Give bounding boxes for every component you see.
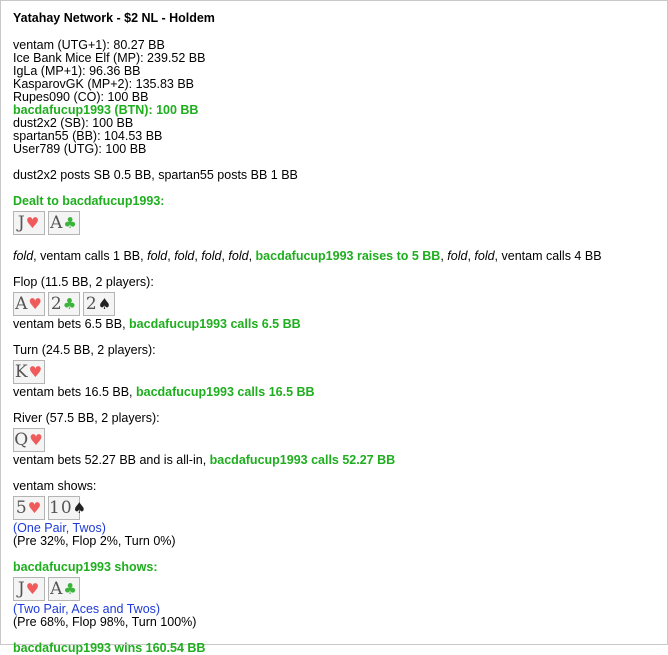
- showdown-label: bacdafucup1993 shows:: [13, 560, 158, 574]
- card-suit-icon: ♠: [72, 499, 88, 517]
- streets: [13, 276, 661, 480]
- playing-card: [48, 211, 80, 235]
- card-rank: A: [50, 213, 64, 233]
- card-suit-icon: ♣: [62, 295, 78, 313]
- card-rank: J: [17, 579, 26, 599]
- card-rank: A: [50, 579, 64, 599]
- card-suit-icon: ♥: [25, 580, 41, 598]
- board-cards: [13, 292, 661, 316]
- action-text: ,: [167, 249, 175, 263]
- playing-card: [48, 577, 80, 601]
- playing-card: [13, 496, 45, 520]
- action-text: ,: [248, 249, 256, 263]
- playing-card: [13, 428, 45, 452]
- action-text: fold: [13, 249, 34, 263]
- playing-card: [13, 211, 45, 235]
- card-suit-icon: ♥: [29, 431, 44, 449]
- hero-action: bacdafucup1993 calls 52.27 BB: [209, 453, 396, 467]
- action-text: fold: [147, 249, 168, 263]
- action-text: ventam bets 6.5 BB,: [13, 317, 130, 331]
- result-line: bacdafucup1993 wins 160.54 BB: [13, 641, 206, 655]
- street-block: [13, 344, 661, 412]
- action-text: , ventam calls 4 BB: [494, 249, 602, 263]
- action-text: ,: [221, 249, 229, 263]
- player-seat: bacdafucup1993 (BTN): 100 BB: [13, 103, 199, 117]
- player-seat: KasparovGK (MP+2): 135.83 BB: [13, 77, 194, 91]
- showdown-block: [13, 480, 661, 561]
- showdown-label: ventam shows:: [13, 479, 97, 493]
- card-rank: 10: [49, 498, 73, 518]
- card-suit-icon: ♥: [28, 295, 43, 313]
- street-actions: [13, 454, 661, 467]
- shown-cards: [13, 496, 661, 520]
- action-text: fold: [447, 249, 468, 263]
- street-header: Turn (24.5 BB, 2 players):: [13, 343, 156, 357]
- card-rank: 5: [15, 498, 28, 518]
- card-rank: A: [15, 294, 29, 314]
- action-text: fold: [174, 249, 195, 263]
- action-text: ,: [440, 249, 448, 263]
- card-rank: Q: [14, 430, 30, 450]
- equity-line: (Pre 68%, Flop 98%, Turn 100%): [13, 615, 197, 629]
- street-actions: [13, 386, 661, 399]
- card-suit-icon: ♥: [25, 214, 41, 232]
- playing-card: [13, 360, 45, 384]
- dealt-label: Dealt to bacdafucup1993:: [13, 194, 165, 208]
- spacer: [13, 467, 661, 480]
- card-suit-icon: ♠: [97, 295, 113, 313]
- player-seat: IgLa (MP+1): 96.36 BB: [13, 64, 141, 78]
- hand-rank: (One Pair, Twos): [13, 521, 106, 535]
- card-rank: K: [14, 362, 29, 382]
- hand-rank: (Two Pair, Aces and Twos): [13, 602, 161, 616]
- card-rank: 2: [85, 294, 98, 314]
- card-rank: 2: [50, 294, 63, 314]
- hand-history: [13, 12, 661, 655]
- player-seat: ventam (UTG+1): 80.27 BB: [13, 38, 165, 52]
- action-text: fold: [201, 249, 222, 263]
- street-actions: [13, 318, 661, 331]
- equity-line: (Pre 32%, Flop 2%, Turn 0%): [13, 534, 176, 548]
- action-text: ,: [467, 249, 475, 263]
- action-text: ,: [194, 249, 202, 263]
- street-header: River (57.5 BB, 2 players):: [13, 411, 160, 425]
- action-text: ventam bets 16.5 BB,: [13, 385, 136, 399]
- preflop-actions: [13, 250, 661, 263]
- street-block: [13, 412, 661, 480]
- playing-card: [48, 496, 88, 520]
- card-suit-icon: ♣: [63, 580, 78, 598]
- card-suit-icon: ♣: [63, 214, 78, 232]
- playing-card: [83, 292, 115, 316]
- shown-cards: [13, 577, 661, 601]
- board-cards: [13, 360, 661, 384]
- action-text: , ventam calls 1 BB,: [33, 249, 148, 263]
- hero-action: bacdafucup1993 raises to 5 BB: [255, 249, 441, 263]
- street-header: Flop (11.5 BB, 2 players):: [13, 275, 154, 289]
- player-seat: spartan55 (BB): 104.53 BB: [13, 129, 163, 143]
- board-cards: [13, 428, 661, 452]
- hero-hole-cards: [13, 211, 661, 235]
- hero-action: bacdafucup1993 calls 6.5 BB: [129, 317, 301, 331]
- card-rank: J: [17, 213, 26, 233]
- player-seat: Ice Bank Mice Elf (MP): 239.52 BB: [13, 51, 206, 65]
- action-text: fold: [474, 249, 495, 263]
- card-suit-icon: ♥: [28, 363, 44, 381]
- player-seat: dust2x2 (SB): 100 BB: [13, 116, 134, 130]
- action-text: ventam bets 52.27 BB and is all-in,: [13, 453, 210, 467]
- page-title: Yatahay Network - $2 NL - Holdem: [13, 11, 215, 25]
- street-block: [13, 276, 661, 344]
- player-list: [13, 39, 661, 156]
- showdown-block: [13, 561, 661, 642]
- player-seat: Rupes090 (CO): 100 BB: [13, 90, 149, 104]
- playing-card: [13, 292, 45, 316]
- playing-card: [48, 292, 80, 316]
- hero-action: bacdafucup1993 calls 16.5 BB: [136, 385, 315, 399]
- playing-card: [13, 577, 45, 601]
- blinds-line: dust2x2 posts SB 0.5 BB, spartan55 posts BB 1 BB: [13, 168, 298, 182]
- showdown: [13, 480, 661, 642]
- player-seat: User789 (UTG): 100 BB: [13, 142, 147, 156]
- card-suit-icon: ♥: [27, 499, 43, 517]
- action-text: fold: [228, 249, 249, 263]
